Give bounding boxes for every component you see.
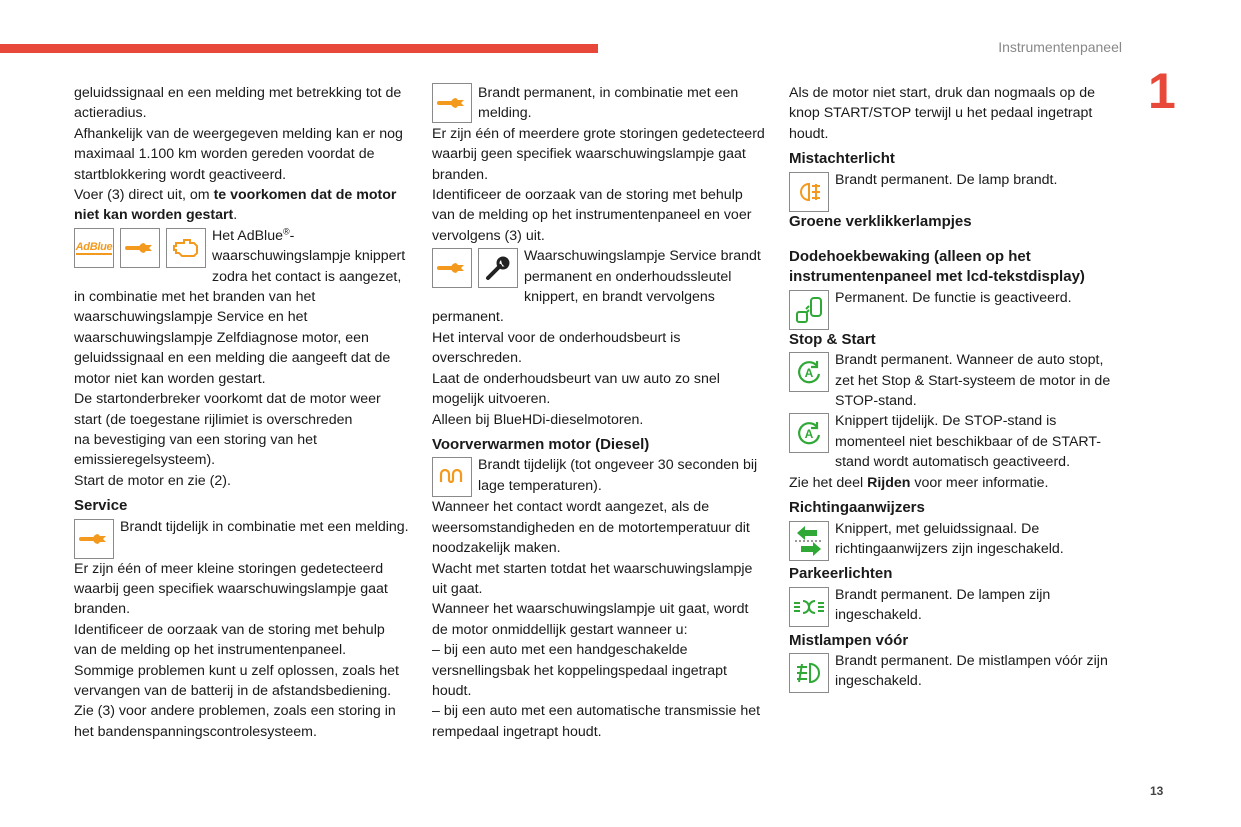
section-title: Instrumentenpaneel (998, 39, 1122, 55)
front-fog-light-icon (789, 653, 829, 693)
bold-text: Rijden (867, 474, 911, 491)
paragraph: Brandt tijdelijk (tot ongeveer 30 seconden bij lage temperaturen). (478, 457, 758, 494)
heading-rear-fog: Mistachterlicht (789, 150, 895, 168)
icon-wrap (789, 290, 829, 330)
paragraph: Zie (3) voor andere problemen, zoals een storing in het bandenspanningscontrolesysteem. (74, 703, 396, 740)
service-wrench-icon (432, 248, 472, 288)
paragraph: Brandt permanent, in combinatie met een melding. (478, 85, 739, 122)
text: . (233, 207, 238, 224)
text: Voer (3) direct uit, om (74, 187, 214, 204)
paragraph: Permanent. De functie is geactiveerd. (835, 289, 1072, 306)
paragraph: Brandt permanent. De mistlampen vóór zijn ingeschakeld. (835, 652, 1108, 690)
paragraph: Er zijn één of meer kleine storingen gedetecteerd waarbij geen specifiek waarschuwingslampje gaat branden. (74, 560, 388, 618)
icon-wrap (74, 519, 114, 559)
parking-lights-icon (789, 587, 829, 627)
heading-stop-start: Stop & Start (789, 330, 876, 348)
spacer (789, 232, 1125, 242)
heading-service: Service (74, 497, 128, 515)
paragraph: Alleen bij BlueHDi-dieselmotoren. (432, 411, 644, 428)
service-wrench-icon (120, 228, 160, 268)
bold-text: te voorkomen dat de motor niet kan worden gestart (74, 187, 397, 224)
service-wrench-icon (74, 519, 114, 559)
engine-diagnosis-icon (166, 228, 206, 268)
paragraph: geluidssignaal en een melding met betrekking tot de actieradius. (74, 85, 402, 122)
stop-start-icon (789, 413, 829, 453)
paragraph: Knippert tijdelijk. De STOP-stand is momenteel niet beschikbaar of de START-stand wordt automatisch geactiveerd. (835, 413, 1102, 471)
rear-fog-light-icon (789, 172, 829, 212)
svg-text:A: A (804, 366, 814, 381)
list-item: – bij een auto met een automatische transmissie het rempedaal ingetrapt houdt. (432, 703, 761, 740)
adblue-icon (74, 228, 114, 268)
paragraph: na bevestiging van een storing van het emissieregelsysteem). (74, 431, 317, 469)
svg-text:A: A (804, 427, 814, 442)
heading-blind-spot: Dodehoekbewaking (alleen op het instrumentenpaneel met lcd-tekstdisplay) (789, 248, 1085, 286)
heading-indicators: Richtingaanwijzers (789, 499, 925, 517)
text: Het AdBlue (212, 227, 283, 244)
column-1 (74, 83, 410, 742)
stop-start-icon (789, 352, 829, 392)
paragraph (789, 473, 1125, 493)
paragraph (74, 185, 410, 226)
list-item: – bij een auto met een handgeschakelde versnellingsbak het koppelingspedaal ingetrapt houdt. (432, 642, 727, 699)
paragraph: Start de motor en zie (2). (74, 472, 231, 489)
paragraph: Brandt tijdelijk in combinatie met een melding. (120, 518, 409, 535)
icon-wrap (789, 521, 829, 561)
paragraph: Sommige problemen kunt u zelf oplossen, zoals het vervangen van de batterij in de afstandsbediening. (74, 662, 399, 699)
paragraph: Knippert, met geluidssignaal. De richtingaanwijzers zijn ingeschakeld. (835, 520, 1064, 557)
icon-wrap (789, 587, 829, 627)
paragraph: Brandt permanent. De lampen zijn ingeschakeld. (835, 586, 1051, 624)
adblue-icon-group (74, 228, 206, 268)
icon-wrap (789, 413, 829, 453)
paragraph: Waarschuwingslampje Service brandt permanent en onderhoudssleutel knippert, en brandt vervolgens permanent. (432, 248, 761, 326)
heading-parking-lights: Parkeerlichten (789, 565, 893, 583)
registered-mark: ® (283, 226, 290, 237)
icon-wrap (789, 172, 829, 212)
text: voor meer informatie. (910, 474, 1049, 491)
paragraph: Er zijn één of meerdere grote storingen gedetecteerd waarbij geen specifiek waarschuwingslampje gaat branden. (432, 125, 765, 183)
paragraph: Laat de onderhoudsbeurt van uw auto zo snel mogelijk uitvoeren. (432, 370, 720, 408)
paragraph: Wacht met starten totdat het waarschuwingslampje uit gaat. (432, 560, 753, 597)
maintenance-spanner-icon (478, 248, 518, 288)
paragraph: Brandt permanent. De lamp brandt. (835, 171, 1058, 188)
text: -waarschuwingslampje knippert zodra het contact is aangezet, in combinatie met het branden van het waarschuwingslampje Service en het waarschuwingslampje Zelfdiagnose motor, een geluidssignaal en een melding die aangeeft dat de motor niet kan worden gestart. (74, 227, 406, 387)
preheat-coil-icon (432, 457, 472, 497)
icon-wrap (789, 352, 829, 392)
heading-green-indicators: Groene verklikkerlampjes (789, 212, 972, 230)
text: Zie het deel (789, 474, 868, 491)
service-icon-group (432, 248, 518, 288)
paragraph: Afhankelijk van de weergegeven melding kan er nog maximaal 1.100 km worden gereden voordat de startblokkering wordt geactiveerd. (74, 125, 403, 183)
header-accent-bar (0, 44, 598, 53)
chapter-number: 1 (1148, 63, 1176, 119)
service-wrench-icon (432, 83, 472, 123)
turn-indicator-icon (789, 521, 829, 561)
column-3 (789, 83, 1125, 693)
paragraph: Wanneer het contact wordt aangezet, als de weersomstandigheden en de motortemperatuur dit noodzakelijk maken. (432, 499, 750, 557)
heading-preheat: Voorverwarmen motor (Diesel) (432, 435, 650, 453)
icon-wrap (432, 457, 472, 497)
icon-wrap (432, 83, 472, 123)
paragraph: De startonderbreker voorkomt dat de motor weer start (de toegestane rijlimiet is overschreden (74, 391, 381, 428)
paragraph: Wanneer het waarschuwingslampje uit gaat, wordt de motor onmiddellijk gestart wanneer u: (432, 601, 749, 638)
column-2 (432, 83, 768, 742)
blind-spot-icon (789, 290, 829, 330)
paragraph: Als de motor niet start, druk dan nogmaals op de knop START/STOP terwijl u het pedaal ingetrapt houdt. (789, 85, 1095, 142)
page-number: 13 (1150, 784, 1164, 798)
icon-wrap (789, 653, 829, 693)
paragraph: Identificeer de oorzaak van de storing met behulp van de melding op het instrumentenpaneel en voer vervolgens (3) uit. (432, 187, 752, 244)
adblue-label: AdBlue (75, 240, 113, 253)
paragraph: Brandt permanent. Wanneer de auto stopt, zet het Stop & Start-systeem de motor in de STOP-stand. (835, 352, 1111, 410)
paragraph: Het interval voor de onderhoudsbeurt is overschreden. (432, 329, 681, 367)
paragraph: Identificeer de oorzaak van de storing met behulp van de melding op het instrumentenpaneel. (74, 621, 385, 659)
heading-front-fog: Mistlampen vóór (789, 631, 909, 649)
